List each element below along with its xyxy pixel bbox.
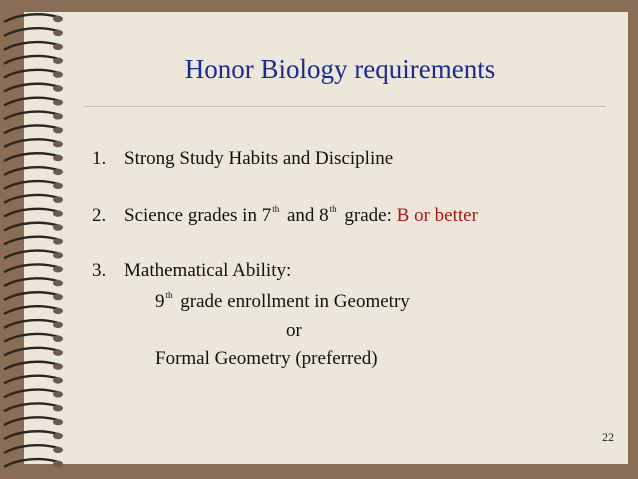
spiral-hole bbox=[53, 197, 63, 203]
superscript-th-8: th bbox=[329, 204, 337, 214]
spiral-ring bbox=[4, 42, 58, 50]
item-number: 2. bbox=[92, 205, 107, 226]
spiral-hole bbox=[53, 377, 63, 383]
title-divider bbox=[84, 106, 606, 107]
spiral-hole bbox=[53, 461, 63, 467]
spiral-hole bbox=[53, 210, 63, 216]
item-text-b: and 8 bbox=[282, 205, 329, 226]
spiral-hole bbox=[53, 224, 63, 230]
spiral-ring bbox=[4, 139, 58, 147]
spiral-ring bbox=[4, 125, 58, 133]
spiral-hole bbox=[53, 336, 63, 342]
spiral-hole bbox=[53, 99, 63, 105]
spiral-ring bbox=[4, 223, 58, 231]
spiral-ring bbox=[4, 417, 58, 425]
list-item-2 bbox=[92, 204, 478, 227]
item-number: 3. bbox=[92, 260, 107, 281]
item-text: Strong Study Habits and Discipline bbox=[124, 148, 394, 169]
spiral-hole bbox=[53, 238, 63, 244]
superscript-th-7: th bbox=[272, 204, 280, 214]
spiral-hole bbox=[53, 405, 63, 411]
item-number: 1. bbox=[92, 148, 107, 169]
item-text: Mathematical Ability: bbox=[124, 260, 292, 281]
spiral-hole bbox=[53, 85, 63, 91]
spiral-hole bbox=[53, 16, 63, 22]
page-number: 22 bbox=[602, 430, 614, 444]
spiral-hole bbox=[53, 363, 63, 369]
list-item-1 bbox=[92, 148, 393, 170]
spiral-ring bbox=[4, 403, 58, 411]
spiral-ring bbox=[4, 278, 58, 286]
spiral-hole bbox=[53, 294, 63, 300]
spiral-hole bbox=[53, 44, 63, 50]
spiral-hole bbox=[53, 433, 63, 439]
grade-highlight: B or better bbox=[396, 205, 478, 226]
spiral-ring bbox=[4, 195, 58, 203]
spiral-hole bbox=[53, 252, 63, 258]
sub-line-geometry-enrollment bbox=[155, 290, 410, 313]
spiral-hole bbox=[53, 113, 63, 119]
sub-line-formal-geometry: Formal Geometry (preferred) bbox=[155, 348, 378, 369]
spiral-hole bbox=[53, 322, 63, 328]
spiral-ring bbox=[4, 167, 58, 175]
spiral-ring bbox=[4, 348, 58, 356]
spiral-hole bbox=[53, 155, 63, 161]
spiral-hole bbox=[53, 30, 63, 36]
spiral-hole bbox=[53, 127, 63, 133]
grade-number: 9 bbox=[155, 291, 165, 312]
spiral-ring bbox=[4, 292, 58, 300]
spiral-ring bbox=[4, 459, 58, 467]
item-text-a: Science grades in 7 bbox=[124, 205, 272, 226]
spiral-hole bbox=[53, 349, 63, 355]
spiral-ring bbox=[4, 181, 58, 189]
spiral-ring bbox=[4, 320, 58, 328]
spiral-ring bbox=[4, 209, 58, 217]
spiral-ring bbox=[4, 28, 58, 36]
or-separator: or bbox=[286, 320, 302, 341]
sub-line-text: grade enrollment in Geometry bbox=[175, 291, 410, 312]
spiral-ring bbox=[4, 153, 58, 161]
spiral-hole bbox=[53, 169, 63, 175]
superscript-th-9: th bbox=[165, 290, 173, 300]
spiral-ring bbox=[4, 264, 58, 272]
spiral-ring bbox=[4, 334, 58, 342]
spiral-ring bbox=[4, 445, 58, 453]
spiral-ring bbox=[4, 237, 58, 245]
spiral-hole bbox=[53, 391, 63, 397]
item-text-c: grade: bbox=[339, 205, 397, 226]
spiral-hole bbox=[53, 308, 63, 314]
spiral-ring bbox=[4, 362, 58, 370]
spiral-ring bbox=[4, 306, 58, 314]
spiral-ring bbox=[4, 251, 58, 259]
spiral-hole bbox=[53, 447, 63, 453]
spiral-ring bbox=[4, 376, 58, 384]
spiral-ring bbox=[4, 14, 58, 22]
spiral-hole bbox=[53, 280, 63, 286]
spiral-hole bbox=[53, 183, 63, 189]
spiral-hole bbox=[53, 419, 63, 425]
spiral-ring bbox=[4, 390, 58, 398]
spiral-hole bbox=[53, 141, 63, 147]
spiral-hole bbox=[53, 266, 63, 272]
spiral-ring bbox=[4, 98, 58, 106]
spiral-ring bbox=[4, 112, 58, 120]
spiral-ring bbox=[4, 431, 58, 439]
list-item-3 bbox=[92, 260, 291, 282]
slide-title: Honor Biology requirements bbox=[184, 54, 496, 84]
